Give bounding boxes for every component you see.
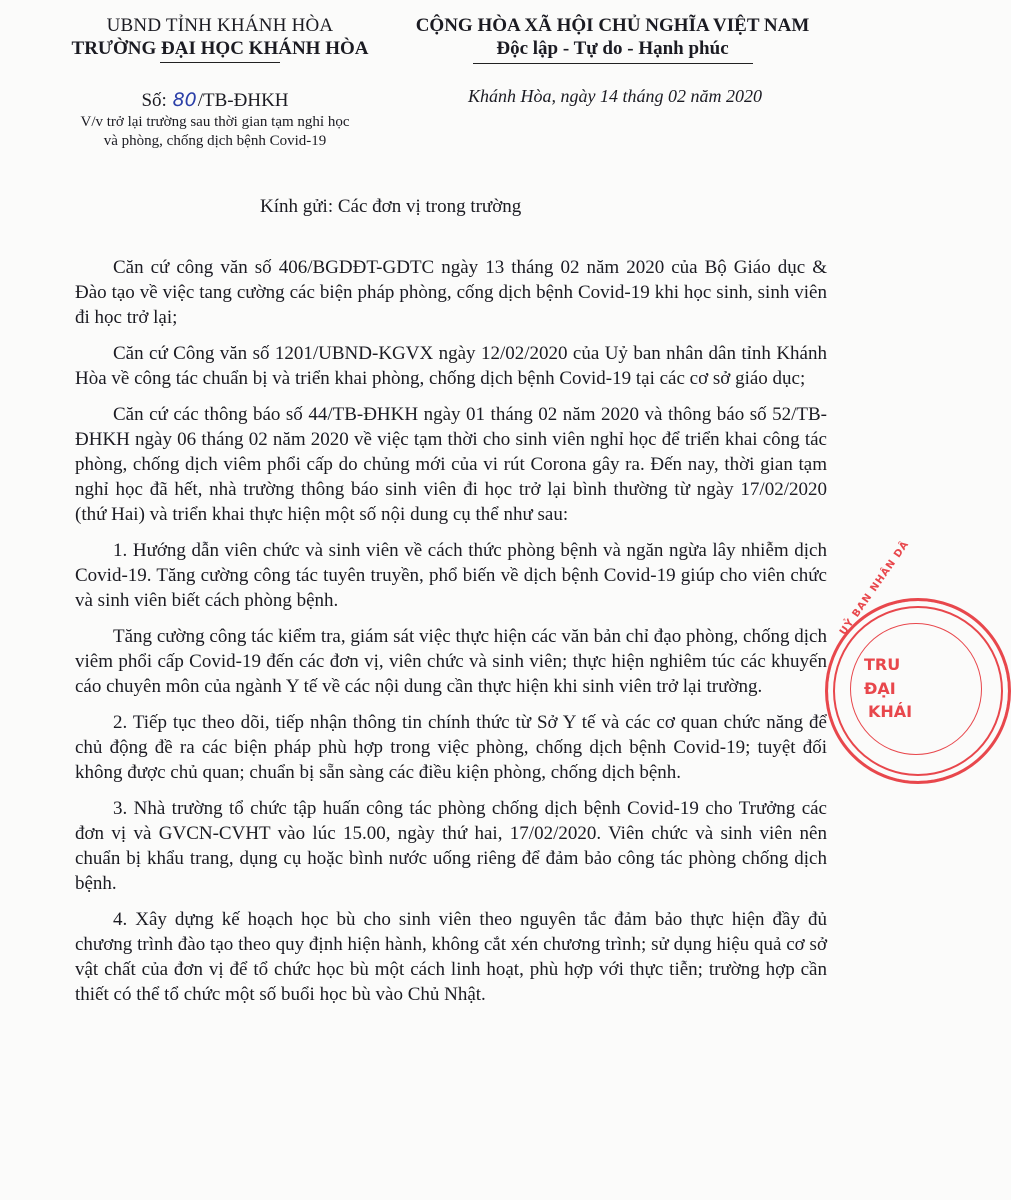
number-prefix: Số: <box>141 90 167 111</box>
paragraph-basis-2: Căn cứ Công văn số 1201/UBND-KGVX ngày 12/02/2020 của Uỷ ban nhân dân tỉnh Khánh Hòa về công tác chuẩn bị và triển khai phòng, chống dịch bệnh Covid-19 tại các cơ sở giáo dục; <box>75 343 827 389</box>
stamp-text-1: TRU <box>864 655 901 674</box>
stamp-text-3: KHÁI <box>868 702 913 721</box>
stamp-arc-text: UỶ BAN NHÂN DÂ <box>838 538 912 638</box>
recipient-line: Kính gửi: Các đơn vị trong trường <box>260 196 522 217</box>
subject-line-2: và phòng, chống dịch bệnh Covid-19 <box>103 133 327 149</box>
issue-date: Khánh Hòa, ngày 14 tháng 02 năm 2020 <box>468 86 762 106</box>
issuer-underline <box>160 62 280 63</box>
national-motto: Độc lập - Tự do - Hạnh phúc <box>496 38 729 59</box>
paragraph-basis-3: Căn cứ các thông báo số 44/TB-ĐHKH ngày 01 tháng 02 năm 2020 và thông báo số 52/TB-ĐHKH ngày 06 tháng 02 năm 2020 về việc tạm thời cho sinh viên nghỉ học để triển khai công tác phòng, chống dịch viêm phổi cấp do chủng mới của vi rút Corona gây ra. Đến nay, thời gian tạm nghỉ học đã hết, nhà trường thông báo sinh viên đi học trở lại bình thường từ ngày 17/02/2020 (thứ Hai) và triển khai thực hiện một số nội dung cụ thể như sau: <box>75 404 827 525</box>
paragraph-item-1-cont: Tăng cường công tác kiểm tra, giám sát việc thực hiện các văn bản chỉ đạo phòng, chống dịch viêm phổi cấp Covid-19 đến các đơn vị, viên chức và sinh viên; thực hiện nghiêm túc các khuyến cáo chuyên môn của ngành Y tế về các nội dung cần thực hiện khi sinh viên trở lại trường. <box>75 626 827 697</box>
official-stamp <box>825 538 1011 784</box>
issuer-school: TRƯỜNG ĐẠI HỌC KHÁNH HÒA <box>71 38 369 59</box>
issuer-org: UBND TỈNH KHÁNH HÒA <box>106 15 334 36</box>
paragraph-item-2: 2. Tiếp tục theo dõi, tiếp nhận thông tin chính thức từ Sở Y tế và các cơ quan chức năng để chủ động đề ra các biện pháp phù hợp trong việc phòng, chống dịch bệnh Covid-19; tuyệt đối không được chủ quan; chuẩn bị sẵn sàng các điều kiện phòng, chống dịch bệnh. <box>75 712 827 783</box>
handwritten-number: 80 <box>172 89 197 111</box>
document-subject <box>20 113 410 151</box>
document-body <box>75 255 827 1018</box>
number-suffix: /TB-ĐHKH <box>197 90 289 111</box>
paragraph-item-3: 3. Nhà trường tổ chức tập huấn công tác phòng chống dịch bệnh Covid-19 cho Trưởng các đơn vị và GVCN-CVHT vào lúc 15.00, ngày thứ hai, 17/02/2020. Viên chức và sinh viên nên chuẩn bị khẩu trang, dụng cụ hoặc bình nước uống riêng để đảm bảo công tác phòng chống dịch bệnh. <box>75 798 827 894</box>
subject-line-1: V/v trở lại trường sau thời gian tạm nghỉ học <box>80 114 350 130</box>
country-name: CỘNG HÒA XÃ HỘI CHỦ NGHĨA VIỆT NAM <box>415 15 810 36</box>
motto-underline <box>473 63 753 64</box>
paragraph-item-4: 4. Xây dựng kế hoạch học bù cho sinh viên theo nguyên tắc đảm bảo thực hiện đầy đủ chương trình đào tạo theo quy định hiện hành, không cắt xén chương trình; sử dụng hiệu quả cơ sở vật chất của đơn vị để tổ chức học bù một cách linh hoạt, phù hợp với thực tiễn; trường hợp cần thiết có thể tổ chức một số buổi học bù vào Chủ Nhật. <box>75 909 827 1005</box>
national-header <box>395 14 830 64</box>
issuer-block <box>40 14 400 63</box>
paragraph-item-1: 1. Hướng dẫn viên chức và sinh viên về cách thức phòng bệnh và ngăn ngừa lây nhiễm dịch Covid-19. Tăng cường công tác tuyên truyền, phổ biến về dịch bệnh Covid-19 giúp cho viên chức và sinh viên biết cách phòng bệnh. <box>75 540 827 611</box>
paragraph-basis-1: Căn cứ công văn số 406/BGDĐT-GDTC ngày 13 tháng 02 năm 2020 của Bộ Giáo dục & Đào tạo về việc tang cường các biện pháp phòng, cống dịch bệnh Covid-19 khi học sinh, sinh viên đi học trở lại; <box>75 257 827 328</box>
document-number <box>40 88 390 113</box>
stamp-text-2: ĐẠI <box>864 679 896 698</box>
